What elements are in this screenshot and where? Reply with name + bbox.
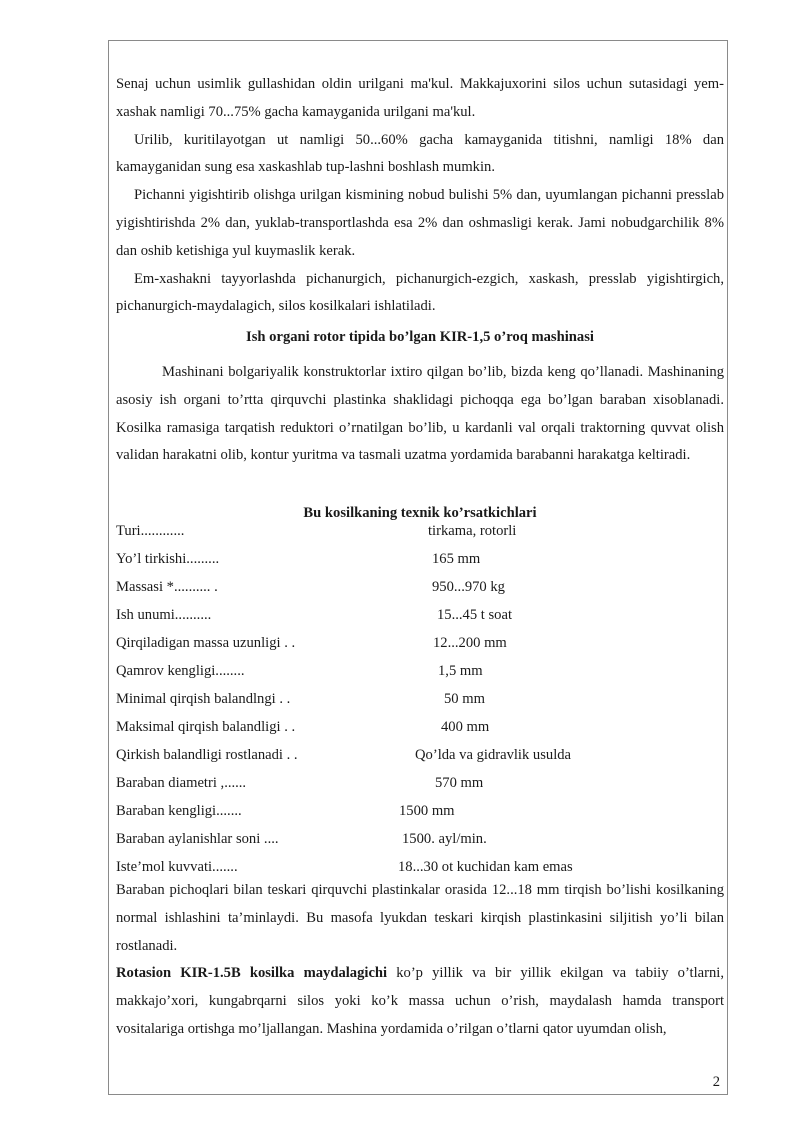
spec-value: Qo’lda va gidravlik usulda xyxy=(415,747,572,763)
paragraph-em-xashak: Em-xashakni tayyorlashda pichanurgich, pichanurgich-ezgich, xaskash, presslab yigishtirgich, pichanurgich-maydalagich, silos kosilkalari ishlatiladi. xyxy=(116,270,724,315)
spec-label: Baraban diametri ,...... xyxy=(116,775,247,791)
spec-value: 165 mm xyxy=(432,551,481,567)
spec-label: Ish unumi.......... xyxy=(116,607,212,623)
spec-label: Massasi *.......... . xyxy=(116,579,218,595)
spec-value: 400 mm xyxy=(441,719,490,735)
spec-value: 12...200 mm xyxy=(433,635,507,651)
rotasion-text: ko’p yillik va bir yillik ekilgan va tabiiy o’tlarni, makkajo’xori, kungabrqarni silos yoki ko’k massa uchun o’rish, maydalash hamda transport vositalariga ortishga mo’ljallangan. Mashina yordamida o’rilgan o’tlarni qator uyumdan olish, xyxy=(116,965,724,1037)
paragraph-machine: Mashinani bolgariyalik konstruktorlar ixtiro qilgan bo’lib, bizda keng qo’llanadi. Mashinaning asosiy ish organi to’rtta qirquvchi plastinka shaklidagi pichoqqa ega bo’lgan baraban xisoblanadi. Kosilka ramasiga tarqatish reduktori o’rnatilgan bo’lib, u kardanli val orqali traktorning quvvat olish validan harakatni olib, kontur yuritma va tasmali uzatma yordamida barabanni harakatga keltiradi. xyxy=(116,364,724,464)
spec-label: Turi............ xyxy=(116,523,185,539)
spec-value: 15...45 t soat xyxy=(437,607,512,623)
paragraph-pichanni: Pichanni yigishtirib olishga urilgan kismining nobud bulishi 5% dan, uyumlangan pichanni presslab yigishtirishda 2% dan, yuklab-transportlashda esa 2% dan oshmasligi kerak. Jami nobudgarchilik 8% dan oshib ketishiga yul kuymaslik kerak. xyxy=(116,187,724,259)
rotasion-title: Rotasion KIR-1.5B kosilka maydalagichi xyxy=(116,965,388,982)
machine-text xyxy=(116,359,724,470)
spec-label: Yo’l tirkishi......... xyxy=(116,551,220,567)
spec-label: Iste’mol kuvvati....... xyxy=(116,859,238,875)
spec-label: Qamrov kengligi........ xyxy=(116,663,245,679)
heading-kir-machine: Ish organi rotor tipida bo’lgan KIR-1,5 o’roq mashinasi xyxy=(246,329,594,345)
spec-value: 950...970 kg xyxy=(432,579,505,595)
spec-label: Qirqiladigan massa uzunligi . . xyxy=(116,635,296,651)
paragraph-urilib: Urilib, kuritilayotgan ut namligi 50...60% gacha kamayganida titishni, namligi 18% dan kamayganidan sung esa xaskashlab tup-lashni boshlash mumkin. xyxy=(116,131,724,176)
paragraph-rotasion xyxy=(116,960,724,1043)
spec-value: 50 mm xyxy=(444,691,485,707)
page-number: 2 xyxy=(712,1074,720,1090)
heading-specs: Bu kosilkaning texnik ko’rsatkichlari xyxy=(303,505,537,521)
spec-label: Baraban kengligi....... xyxy=(116,803,242,819)
paragraph-gap: Baraban pichoqlari bilan teskari qirquvchi plastinkalar orasida 12...18 mm tirqish bo’lishi kosilkaning normal ishlashini ta’minlaydi. Bu masofa lyukdan teskari kirqish plastinkasini siljitish yo’li bilan rostlanadi. xyxy=(116,882,724,954)
spec-value: 18...30 ot kuchidan kam emas xyxy=(398,859,573,875)
spec-label: Minimal qirqish balandlngi . . xyxy=(116,691,291,707)
spec-value: tirkama, rotorli xyxy=(428,523,517,539)
spec-label: Baraban aylanishlar soni .... xyxy=(116,831,279,847)
spec-value: 1,5 mm xyxy=(438,663,483,679)
spec-value: 1500. ayl/min. xyxy=(402,831,487,847)
spec-label: Maksimal qirqish balandligi . . xyxy=(116,719,296,735)
spec-value: 570 mm xyxy=(435,775,484,791)
bottom-text xyxy=(116,877,724,1044)
intro-text xyxy=(116,71,724,321)
paragraph-senaj: Senaj uchun usimlik gullashidan oldin urilgani ma'kul. Makkajuxorini silos uchun sutasidagi yem-xashak namligi 70...75% gacha kamayganida urilgani ma'kul. xyxy=(116,76,724,120)
spec-value: 1500 mm xyxy=(399,803,455,819)
spec-label: Qirkish balandligi rostlanadi . . xyxy=(116,747,298,763)
